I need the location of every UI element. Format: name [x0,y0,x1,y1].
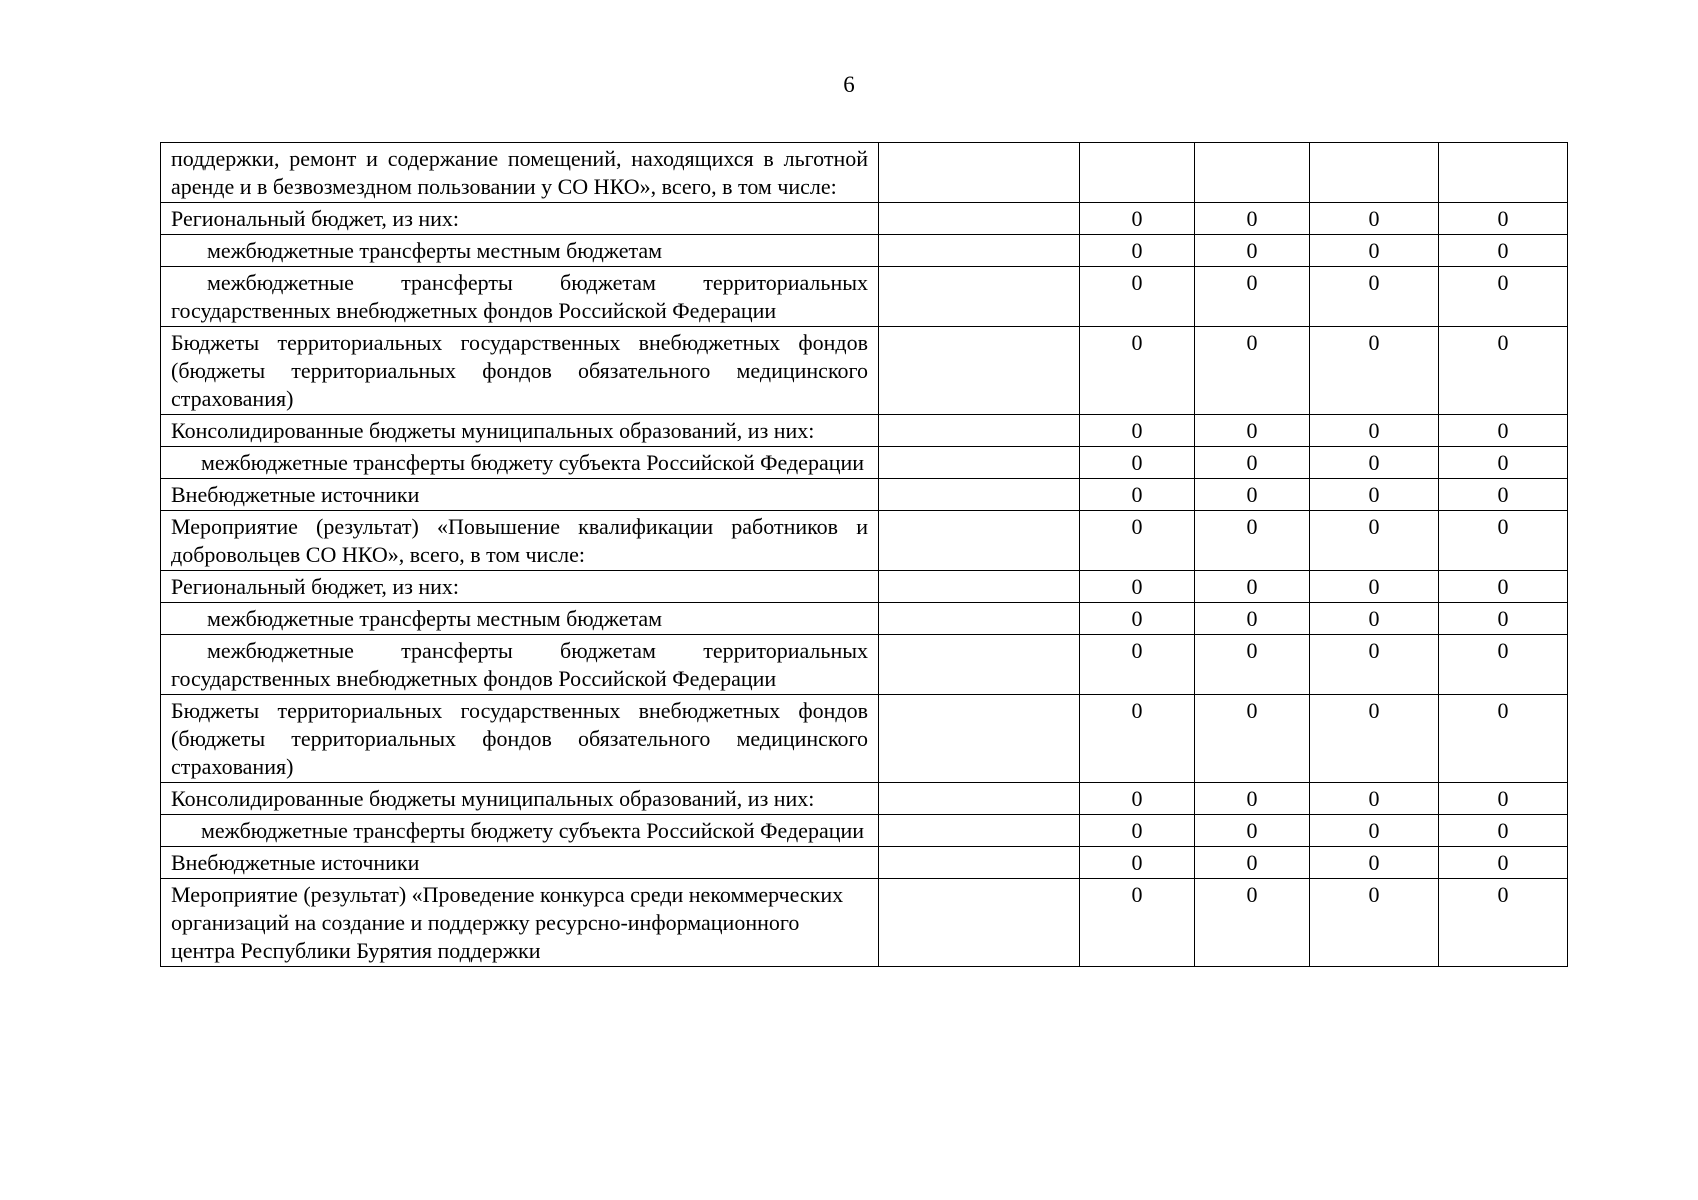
source-cell [879,783,1080,815]
value-cell: 0 [1195,783,1310,815]
table-row [161,815,1568,847]
table-row [161,695,1568,783]
value-cell: 0 [1195,267,1310,327]
value-cell: 0 [1310,635,1439,695]
table-row [161,203,1568,235]
value-cell: 0 [1195,235,1310,267]
value-cell [1080,143,1195,203]
value-cell: 0 [1439,695,1568,783]
table-row [161,327,1568,415]
table-row [161,571,1568,603]
table-row [161,447,1568,479]
value-cell: 0 [1439,783,1568,815]
value-cell: 0 [1080,635,1195,695]
value-cell: 0 [1080,203,1195,235]
value-cell: 0 [1080,447,1195,479]
page-number: 6 [843,72,855,97]
table-row [161,847,1568,879]
value-cell: 0 [1439,479,1568,511]
row-description: Бюджеты территориальных государственных внебюджетных фондов (бюджеты территориальных фондов обязательного медицинского страхования) [161,695,879,783]
source-cell [879,235,1080,267]
value-cell: 0 [1080,327,1195,415]
value-cell: 0 [1080,695,1195,783]
table-row [161,267,1568,327]
value-cell: 0 [1080,879,1195,967]
table-row [161,143,1568,203]
value-cell: 0 [1310,815,1439,847]
value-cell: 0 [1439,635,1568,695]
source-cell [879,815,1080,847]
source-cell [879,143,1080,203]
row-description: Мероприятие (результат) «Проведение конкурса среди некоммерческих организаций на создание и поддержку ресурсно-информационного центра Республики Бурятия поддержки [161,879,879,967]
row-description: Внебюджетные источники [161,847,879,879]
row-description: межбюджетные трансферты бюджетам территориальных государственных внебюджетных фондов Российской Федерации [161,267,879,327]
value-cell: 0 [1080,603,1195,635]
row-description: межбюджетные трансферты бюджетам территориальных государственных внебюджетных фондов Российской Федерации [161,635,879,695]
source-cell [879,695,1080,783]
value-cell: 0 [1439,511,1568,571]
value-cell: 0 [1439,267,1568,327]
value-cell: 0 [1310,603,1439,635]
budget-table [160,142,1568,967]
table-row [161,635,1568,695]
value-cell: 0 [1195,415,1310,447]
value-cell: 0 [1439,415,1568,447]
value-cell: 0 [1310,695,1439,783]
row-description: межбюджетные трансферты местным бюджетам [161,603,879,635]
value-cell: 0 [1310,511,1439,571]
value-cell [1310,143,1439,203]
value-cell: 0 [1195,479,1310,511]
value-cell: 0 [1080,235,1195,267]
value-cell: 0 [1439,447,1568,479]
value-cell: 0 [1080,571,1195,603]
source-cell [879,511,1080,571]
source-cell [879,847,1080,879]
row-description: поддержки, ремонт и содержание помещений, находящихся в льготной аренде и в безвозмездном пользовании у СО НКО», всего, в том числе: [161,143,879,203]
table-row [161,415,1568,447]
value-cell: 0 [1310,203,1439,235]
value-cell: 0 [1195,327,1310,415]
value-cell [1439,143,1568,203]
value-cell: 0 [1439,327,1568,415]
row-description: Мероприятие (результат) «Повышение квалификации работников и добровольцев СО НКО», всего, в том числе: [161,511,879,571]
value-cell: 0 [1310,267,1439,327]
value-cell: 0 [1195,203,1310,235]
value-cell: 0 [1439,603,1568,635]
value-cell: 0 [1195,815,1310,847]
value-cell: 0 [1310,447,1439,479]
row-description: Внебюджетные источники [161,479,879,511]
row-description: Консолидированные бюджеты муниципальных образований, из них: [161,783,879,815]
value-cell: 0 [1439,571,1568,603]
source-cell [879,327,1080,415]
value-cell: 0 [1195,571,1310,603]
value-cell: 0 [1439,815,1568,847]
table-row [161,783,1568,815]
value-cell: 0 [1195,511,1310,571]
value-cell: 0 [1195,635,1310,695]
table-row [161,511,1568,571]
value-cell: 0 [1195,603,1310,635]
source-cell [879,267,1080,327]
table-row [161,235,1568,267]
row-description: Региональный бюджет, из них: [161,571,879,603]
source-cell [879,447,1080,479]
source-cell [879,203,1080,235]
value-cell: 0 [1310,479,1439,511]
value-cell: 0 [1310,327,1439,415]
source-cell [879,571,1080,603]
row-description: межбюджетные трансферты бюджету субъекта Российской Федерации [161,447,879,479]
source-cell [879,603,1080,635]
value-cell: 0 [1080,267,1195,327]
value-cell: 0 [1195,879,1310,967]
table-row [161,603,1568,635]
value-cell: 0 [1195,695,1310,783]
value-cell: 0 [1439,879,1568,967]
value-cell: 0 [1310,235,1439,267]
value-cell: 0 [1080,847,1195,879]
row-description: Региональный бюджет, из них: [161,203,879,235]
value-cell: 0 [1310,783,1439,815]
value-cell: 0 [1080,783,1195,815]
value-cell [1195,143,1310,203]
table-row [161,879,1568,967]
source-cell [879,415,1080,447]
row-description: межбюджетные трансферты бюджету субъекта Российской Федерации [161,815,879,847]
row-description: Консолидированные бюджеты муниципальных образований, из них: [161,415,879,447]
value-cell: 0 [1310,571,1439,603]
table-row [161,479,1568,511]
value-cell: 0 [1439,203,1568,235]
value-cell: 0 [1310,879,1439,967]
source-cell [879,635,1080,695]
value-cell: 0 [1439,847,1568,879]
value-cell: 0 [1310,847,1439,879]
value-cell: 0 [1080,815,1195,847]
row-description: Бюджеты территориальных государственных внебюджетных фондов (бюджеты территориальных фондов обязательного медицинского страхования) [161,327,879,415]
row-description: межбюджетные трансферты местным бюджетам [161,235,879,267]
source-cell [879,879,1080,967]
value-cell: 0 [1195,447,1310,479]
value-cell: 0 [1310,415,1439,447]
value-cell: 0 [1080,479,1195,511]
source-cell [879,479,1080,511]
value-cell: 0 [1080,511,1195,571]
value-cell: 0 [1195,847,1310,879]
value-cell: 0 [1439,235,1568,267]
value-cell: 0 [1080,415,1195,447]
